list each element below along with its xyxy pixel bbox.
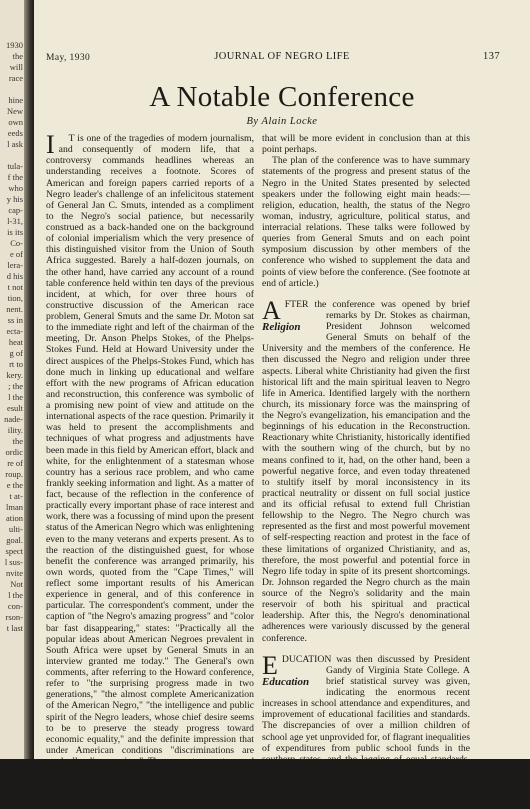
previous-page-line: l the [8, 392, 23, 402]
previous-page-line: l the [8, 590, 23, 600]
previous-page-line: kery. [6, 370, 23, 380]
education-text: DUCATION was then discussed by President Gandy of Virginia State College. A brief statistical survey was given, indicating the enormous recent increases in school attendance and expenditures, and improvement of educational facilities and standards. The discrepancies of over a million children of school age yet unprovided for, of flagrant inequalities of expenditures from public school funds in the southern states, and the lagging of equal standards, all facts well-known, were briefly pointed out. Dr. Gandy felt that "the greatest victory or evidence of progress in the field of Negro education has been the recent change of sentiment from hos- [262, 653, 470, 809]
previous-page-line: lman [6, 502, 23, 512]
previous-page-line: eeds [7, 128, 23, 138]
previous-page-text [4, 40, 23, 634]
previous-page-line: tula- [7, 161, 23, 171]
previous-page-line: ulti- [8, 524, 23, 534]
previous-page-line: l-31, [7, 216, 23, 226]
previous-page-line: Co- [10, 238, 23, 248]
previous-page-line: e the [6, 480, 23, 490]
previous-page-line: g of [9, 348, 23, 358]
previous-page-line: spect [5, 546, 23, 556]
previous-page-line: tion, [7, 293, 23, 303]
previous-page-line: ordic [5, 447, 23, 457]
religion-section [262, 295, 470, 644]
previous-page-line: roup. [5, 469, 23, 479]
previous-page-line: nvite [6, 568, 23, 578]
previous-page-line: nent. [6, 304, 23, 314]
previous-page-line: l sus- [4, 557, 23, 567]
previous-page-line: cap- [8, 205, 23, 215]
previous-page-line: Not [10, 579, 23, 589]
continuation-paragraph: that will be more evident in conclusion than at this point perhaps. [262, 133, 470, 156]
previous-page-line: who [8, 183, 23, 193]
previous-page-line: esult [6, 403, 23, 413]
book-gutter [24, 0, 34, 759]
previous-page-line: the [12, 436, 23, 446]
previous-page-line: t last [6, 623, 23, 633]
previous-page-line: will [9, 62, 23, 72]
previous-page-line: nade- [4, 414, 23, 424]
previous-page-line: ; the [8, 381, 23, 391]
previous-page-line: y his [6, 194, 23, 204]
previous-page-line: the [12, 51, 23, 61]
previous-page-line: ecta- [6, 326, 23, 336]
previous-page-line: con- [7, 601, 23, 611]
previous-page-line: rson- [5, 612, 23, 622]
previous-page-line: goal. [6, 535, 23, 545]
journal-name: JOURNAL OF NEGRO LIFE [214, 51, 350, 62]
drop-cap-i: I [46, 130, 55, 159]
previous-page-line: t at- [9, 491, 23, 501]
previous-page-line: re of [7, 458, 23, 468]
previous-page-line: heat [8, 337, 23, 347]
previous-page-line: ility. [7, 425, 23, 435]
intro-text: T is one of the tragedies of modern journalism, and consequently of modern life, that a controversy commands headlines whereas an understanding receives a footnote. Scores of American and foreign papers carried reports of a Negro leader's challenge of an infelicitous statement of General Jan C. Smuts, intended as a compliment to the Negro's social patience, but necessarily construed as a back-handed one on the background of colonial imperialism which the very presence of this distinguished visitor from the Union of South Africa suggested. Barely a half-dozen journals, on the other hand, have carried any account of a round table conference held within ten days of the previous incident, at which, for over three hours of constructive discussion of the American race problem, General Smuts and the same Dr. Moton sat to the immediate right and left of the chairman of the meeting, Dr. Anson Phelps Stokes, of the Phelps-Stokes Fund. Held at Howard University under the direct auspices of the Phelps-Stokes Fund, which has done much in linking up educational and welfare effort with the new programs of African education and reconstruction, this conference was symbolic of a promising new point of view and attitude on the international aspects of the race question. Primarily it was held to present the accomplishments and techniques of what progress and adjustments have been made in this field by American effort, black and white, for the enlightenment of a statesman whose country has a serious race problem, and who came frankly seeking information and light. As a matter of fact, because of the reflection in the conference of practically every important phase of race interest and work, there was a focussing of mind upon the present status of the American Negro which was enlightening even to the many veterans and experts present. As to the reaction of the distinguished guest, for whose benefit the conference was arranged primarily, his own words, quoted from the "Cape Times," will reflect some important results of his American experience in general, and of this conference in particular. The correspondent's comment, under the caption of "the Negro's amazing progress" and "color bar fast disappearing," states: "Practically all the popular ideas about American Negroes prevalent in South Africa were upset by General Smuts in an interview granted me today." The General's own comments, after referring to the Howard conference, refer to "the surprising progress made in two generations," "the almost complete Americanization of the American Negro," "the intelligence and public spirit of the Negro leaders, whose chief desire seems to be to preserve the steady progress toward economic equality," and the definite impression that under American conditions "discriminations are gradually disappearing." These are true notes, and progressive ones; to project them into the international mind and conscience is a great constructive service. But [46, 133, 254, 801]
right-column [262, 133, 470, 809]
previous-page-line: 1930 [6, 40, 23, 50]
religion-text: FTER the conference was opened by brief remarks by Dr. Stokes as chairman, President Johnson welcomed General Smuts on behalf of the University and the members of the conference. He then discussed the Negro and religion under three aspects. Liberal white Christianity had given the first historical lift and the main spiritual leaven to Negro life in America. Identified largely with the northern church, its missionary force was the mainspring of the Negro's evangelization, his emancipation and the beginnings of his education in the Reconstruction. Reactionary white Christianity, historically identified with the southern wing of the church, but by no means confined to it, had, on the other hand, been a powerful negative force, and even today threatened to stultify itself by moral inconsistency in its practical neutrality or dissent on full social justice and its official refusal to extend full Christian fellowship to the Negro. The Negro church was represented as the first and most powerful movement of self-respecting reaction and protest in the face of these limitations of organized Christianity, and as, therefore, the most powerful and potential force in Negro life today in spite of its present shortcomings. Dr. Johnson regarded the Negro church as the main source of the Negro's solidarity and the main reservoir of both his spiritual and practical leadership. After this, the Negro's denominational adherences were variously discussed by the general conference. [262, 298, 470, 644]
plan-paragraph: The plan of the conference was to have summary statements of the progress and present status of the Negro in the United States presented by selected speakers under the following eight main heads:—religion, education, health, the status of the Negro woman, industry, agriculture, political status, and interracial relations. These talks were followed by queries from General Smuts and on each point symposium discussion by other members of the conference who wished to supplement the data and points of view before the conference. (See footnote at end of article.) [262, 155, 470, 289]
previous-page-line: ss in [7, 315, 23, 325]
previous-page-edge [0, 0, 24, 759]
previous-page-line: f the [7, 172, 23, 182]
previous-page-line: e of [10, 249, 23, 259]
article-byline: By Alain Locke [246, 116, 318, 127]
previous-page-line: is its [7, 227, 23, 237]
previous-page-line: rt to [9, 359, 23, 369]
intro-paragraph [46, 130, 254, 801]
previous-page-line: hine [8, 95, 23, 105]
previous-page-line: t not [7, 282, 23, 292]
previous-page-line: race [8, 73, 23, 83]
previous-page-line: l ask [7, 139, 23, 149]
running-header [34, 51, 530, 65]
previous-page-line [4, 150, 23, 161]
previous-page-line: New [6, 106, 23, 116]
left-column [46, 130, 254, 801]
previous-page-line: d his [6, 271, 23, 281]
previous-page-line: lera- [7, 260, 23, 270]
page-number: 137 [483, 51, 500, 62]
journal-page [34, 0, 530, 809]
issue-date: May, 1930 [46, 53, 91, 63]
religion-sidehead: Religion [262, 320, 301, 333]
previous-page-line: ation [6, 513, 23, 523]
article-title: A Notable Conference [149, 81, 415, 113]
previous-page-line [4, 84, 23, 95]
drop-cap-e: E [262, 650, 278, 680]
education-sidehead: Education [262, 675, 310, 688]
drop-cap-a: A [262, 295, 281, 325]
education-section [262, 650, 470, 809]
previous-page-line: own [8, 117, 23, 127]
